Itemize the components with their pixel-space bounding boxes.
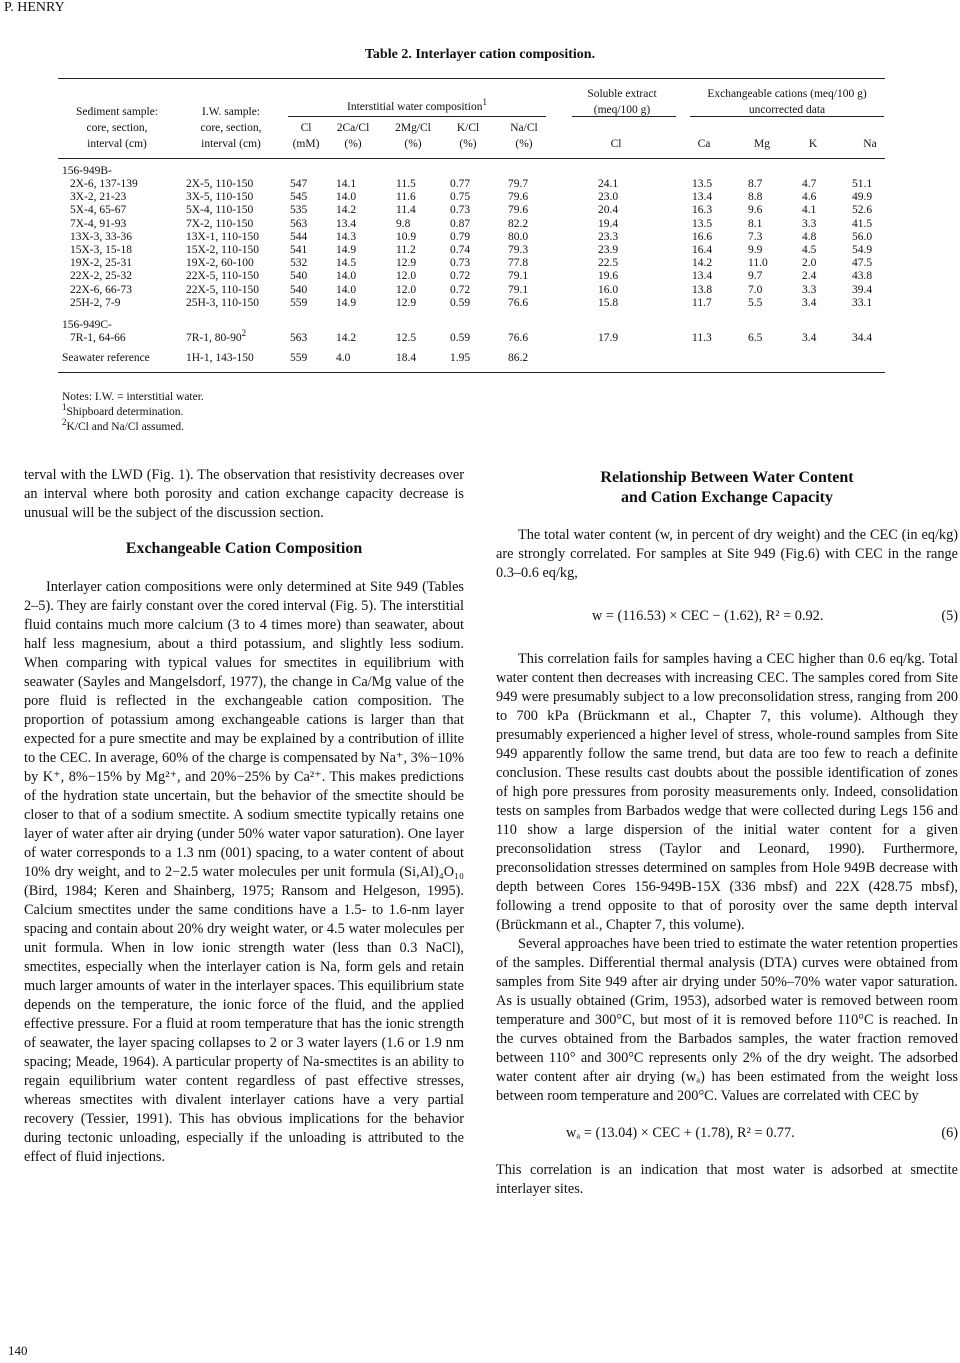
paragraph: terval with the LWD (Fig. 1). The observation that resistivity decreases over an interval where both porosity and cation exchange capacity decrease is unusual will be the subject of the discussion section. <box>24 467 464 521</box>
note-line: Notes: I.W. = interstitial water. <box>62 391 204 403</box>
exch-k-cell: 4.1 <box>802 204 817 217</box>
iw-cell: 7X-2, 110-150 <box>186 217 254 230</box>
exch-ca-cell: 13.4 <box>692 270 713 283</box>
paragraph: This correlation fails for samples having a CEC higher than 0.6 eq/kg. Total water content then decreases with increasing CEC. The samples cored from Site 949 were presumably subject to a low preconsolidation stress, ranging from 200 to 700 kPa (Brückmann et al., Chapter 7, this volume). Although they presumably experienced a higher level of stress, whole-round samples from Site 949 apparently follow the same trend, but data are too few to reach a definite conclusion. These results cast doubts about the possible identification of zones of high pore pressures from porosity measurements only. Indeed, consolidation tests on samples from Barbados wedge that were collected during Legs 156 and 110 show a large dispersion of the initial water content for a given preconsolidation stress (Taylor and Leonard, 1990). Furthermore, preconsolidation stresses determined on samples from Hole 949B decrease with depth between Cores 156-949B-15X (336 mbsf) and 22X (428.75 mbsf), following a trend opposite to that of porosity over the same depth interval (Brückmann et al., Chapter 7, this volume). <box>496 651 958 933</box>
na-cl-cell: 79.1 <box>508 283 529 296</box>
iw-cell: 19X-2, 60-100 <box>186 257 254 270</box>
na-cl-cell: 76.6 <box>508 296 529 309</box>
soluble-group-header: Soluble extract (meq/100 g) <box>587 88 657 116</box>
paragraph: Several approaches have been tried to estimate the water retention properties of the samples. Differential thermal analysis (DTA) curves were obtained from samples from Site 949 after air drying under 50%–70% water vapor saturation. As is usually obtained (Grim, 1953), adsorbed water is removed between room temperature and 300°C, but most of it is removed before 110°C is reached. In the curves obtained from the Barbados samples, the water fraction removed between 110° and 300°C represents only 2% of the dry weight. The adsorbed water content after air drying (wₐ) has been estimated from the weight loss between room temperature and 200°C. Values are correlated with CEC by <box>496 936 958 1104</box>
mg-cl-cell: 18.4 <box>396 352 417 364</box>
soluble-cl-cell: 15.8 <box>598 296 619 309</box>
sediment-cell: 3X-2, 21-23 <box>70 191 127 204</box>
cl-cell: 563 <box>290 217 308 230</box>
exch-ca-cell: 13.5 <box>692 217 713 230</box>
exch-mg-cell: 7.0 <box>748 283 763 296</box>
table-notes <box>62 390 204 435</box>
soluble-cl-cell: 19.6 <box>598 270 619 283</box>
iw-cell: 22X-5, 110-150 <box>186 283 260 296</box>
cl-cell: 532 <box>290 257 308 270</box>
exch-k-cell: 3.4 <box>802 332 817 344</box>
exch-ca-cell: 16.3 <box>692 204 713 217</box>
exch-k-cell: 2.0 <box>802 257 817 270</box>
iw-cell: 2X-5, 110-150 <box>186 178 254 190</box>
ca-cl-cell: 13.4 <box>336 217 357 230</box>
exch-k-cell: 4.8 <box>802 230 817 243</box>
ca-cl-cell: 14.2 <box>336 204 357 217</box>
k-cl-cell: 0.72 <box>450 270 471 283</box>
soluble-cl-cell: 16.0 <box>598 283 619 296</box>
soluble-cl-cell: 20.4 <box>598 204 619 217</box>
exch-mg-cell: 9.7 <box>748 270 763 283</box>
soluble-cl-cell: 19.4 <box>598 217 619 230</box>
sediment-cell: 25H-2, 7-9 <box>70 296 121 309</box>
exch-k-cell: 4.5 <box>802 244 817 256</box>
hole-label-949c: 156-949C- <box>62 319 112 331</box>
sediment-cell: Seawater reference <box>62 352 150 364</box>
page-number: 140 <box>8 1343 28 1358</box>
mg-cl-cell: 11.6 <box>396 191 416 204</box>
ca-cl-cell: 14.9 <box>336 296 357 309</box>
na-cl-cell: 76.6 <box>508 332 529 344</box>
na-cl-cell: 86.2 <box>508 352 529 364</box>
ca-cl-cell: 4.0 <box>336 352 351 364</box>
mg-cl-cell: 12.0 <box>396 283 417 296</box>
section-heading: Exchangeable Cation Composition <box>125 540 363 557</box>
table-header-rule <box>58 158 885 159</box>
iw-cell: 13X-1, 110-150 <box>186 230 260 243</box>
exch-na-cell: 43.8 <box>852 270 873 283</box>
cl-cell: 541 <box>290 244 308 256</box>
exch-mg-cell: 8.1 <box>748 217 763 230</box>
mg-cl-cell: 12.0 <box>396 270 417 283</box>
exch-na-cell: 33.1 <box>852 296 873 309</box>
exch-na-cell: 56.0 <box>852 230 873 243</box>
mg-cl-cell: 10.9 <box>396 230 417 243</box>
sediment-cell: 22X-6, 66-73 <box>70 283 132 296</box>
mg-cl-cell: 12.9 <box>396 296 417 309</box>
cl-header: Cl (mM) <box>292 122 320 150</box>
k-cl-cell: 0.74 <box>450 244 471 256</box>
note-line: $^1$Shipboard determination. <box>62 402 184 418</box>
table-top-rule <box>58 78 885 79</box>
iw-cell: 25H-3, 110-150 <box>186 296 260 309</box>
exch-group-header: Exchangeable cations (meq/100 g) uncorrected data <box>707 88 867 116</box>
exch-k-cell: 3.3 <box>802 217 817 230</box>
paragraph: Interlayer cation compositions were only determined at Site 949 (Tables 2–5). They are fairly constant over the cored interval (Fig. 5). The interstitial fluid contains much more calcium (3 to 4 times more) than seawater, about half less magnesium, about a third potassium, and slightly less sodium. When comparing with typical values for smectites in equilibrium with seawater (Sayles and Mangelsdorf, 1977), the change in Ca/Mg value of the pore fluid is reflected in the exchangeable cation composition. The proportion of potassium among exchangeable cations is larger than that expected for a pure smectite and may be explained by a contribution of illite to the CEC. In average, 60% of the charge is compensated by Na⁺, 3%−10% by K⁺, 8%−15% by Mg²⁺, and 20%−25% by Ca²⁺. This makes predictions of the hydration state uncertain, but the behavior of the smectite should be closer to that of a sodium smectite. A sodium smectite typically retains one layer of water after air drying (under 50% water vapor saturation). One layer of water corresponds to a 1.3 nm (001) spacing, to a water content of about 10% dry weight, and to 2−2.5 water molecules per unit formula (Si,Al)₄O₁₀ (Bird, 1984; Keren and Shainberg, 1975; Ransom and Helgeson, 1995). Calcium smectites under the same conditions have a 1.5- to 1.6-nm layer spacing and contain about 20% dry weight water, or 4.5 water molecules per unit formula. When in low ionic strength water (less than 0.3 NaCl), smectites, especially when the interlayer cation is Na, form gels and retain much larger amounts of water in the interlayer spaces. This equilibrium state depends on the temperature, the ionic force of the fluid, and the applied effective pressure. For a fluid at room temperature that has the ionic strength of seawater, the layer spacing collapses to 2 or 3 water layers (1.6 or 1.9 nm spacing; Meade, 1964). A particular property of Na-smectites is an ability to regain equilibrium water content regardless of past effective stresses, whereas smectites with divalent interlayer cations have a very partial recovery (Tessier, 1991). This has obvious implications for the behavior during tectonic unloading, especially if the unloading is attributed to the effect of fluid injections. <box>24 579 464 1165</box>
soluble-cl-cell: 23.0 <box>598 191 619 204</box>
mg-cl-cell: 12.5 <box>396 332 417 344</box>
exch-na-cell: 52.6 <box>852 204 873 217</box>
exch-mg-cell: 9.9 <box>748 244 763 256</box>
section-heading: Relationship Between Water Content and Cation Exchange Capacity <box>600 469 854 506</box>
k-cl-cell: 0.59 <box>450 296 471 309</box>
exch-ca-cell: 11.7 <box>692 296 712 309</box>
ca-cl-cell: 14.0 <box>336 191 357 204</box>
ca-cl-cell: 14.2 <box>336 332 357 344</box>
paragraph: This correlation is an indication that most water is adsorbed at smectite interlayer sites. <box>496 1162 958 1197</box>
ca-cl-cell: 14.0 <box>336 283 357 296</box>
k-cl-cell: 0.87 <box>450 217 471 230</box>
ca-cl-cell: 14.9 <box>336 244 357 256</box>
na-cl-header: Na/Cl (%) <box>510 122 538 150</box>
k-cl-cell: 0.75 <box>450 191 471 204</box>
sediment-cell: 15X-3, 15-18 <box>70 244 132 256</box>
iw-cell: 22X-5, 110-150 <box>186 270 260 283</box>
exch-ca-cell: 11.3 <box>692 332 712 344</box>
soluble-cl-cell: 24.1 <box>598 178 619 190</box>
sediment-cell: 7R-1, 64-66 <box>70 332 126 344</box>
k-cl-cell: 1.95 <box>450 352 471 364</box>
interstitial-rule <box>288 116 546 117</box>
na-cl-cell: 82.2 <box>508 217 529 230</box>
sediment-cell: 2X-6, 137-139 <box>70 178 138 190</box>
iw-cell: 3X-5, 110-150 <box>186 191 254 204</box>
soluble-cl-cell: 22.5 <box>598 257 619 270</box>
exch-mg-cell: 8.7 <box>748 178 763 190</box>
table-bottom-rule <box>58 372 885 373</box>
paragraph: The total water content (w, in percent of dry weight) and the CEC (in eq/kg) are strongly correlated. For samples at Site 949 (Fig.6) with CEC in the range 0.3–0.6 eq/kg, <box>496 527 958 581</box>
exch-na-cell: 49.9 <box>852 191 873 204</box>
k-cl-cell: 0.79 <box>450 230 471 243</box>
exch-mg-cell: 7.3 <box>748 230 763 243</box>
exch-na-cell: 39.4 <box>852 283 873 296</box>
exch-mg-cell: 6.5 <box>748 332 763 344</box>
cl-cell: 547 <box>290 178 308 190</box>
cl-cell: 563 <box>290 332 308 344</box>
exch-ca-cell: 16.6 <box>692 230 713 243</box>
note-line: $^2$K/Cl and Na/Cl assumed. <box>62 417 185 433</box>
exch-k-cell: 2.4 <box>802 270 817 283</box>
mg-cl-cell: 9.8 <box>396 217 411 230</box>
exch-ca-cell: 13.8 <box>692 283 713 296</box>
ca-cl-cell: 14.5 <box>336 257 357 270</box>
mg-cl-cell: 12.9 <box>396 257 417 270</box>
exch-na-cell: 41.5 <box>852 217 873 230</box>
exch-k-cell: 3.4 <box>802 296 817 309</box>
na-cl-cell: 79.3 <box>508 244 529 256</box>
cl-cell: 535 <box>290 204 308 217</box>
cl-cell: 545 <box>290 191 308 204</box>
exch-mg-cell: 8.8 <box>748 191 763 204</box>
soluble-rule <box>572 116 676 117</box>
exch-ca-cell: 14.2 <box>692 257 713 270</box>
cl-cell: 559 <box>290 352 308 364</box>
ca-cl-cell: 14.1 <box>336 178 357 190</box>
k-cl-cell: 0.59 <box>450 332 471 344</box>
exch-k-cell: 4.6 <box>802 191 817 204</box>
sediment-cell: 13X-3, 33-36 <box>70 230 132 243</box>
exch-ca-cell: 13.5 <box>692 178 713 190</box>
k-cl-cell: 0.77 <box>450 178 471 190</box>
na-cl-cell: 79.6 <box>508 191 529 204</box>
exch-k-cell: 3.3 <box>802 283 817 296</box>
left-column <box>24 466 464 1167</box>
mg-cl-header: 2Mg/Cl (%) <box>395 122 431 150</box>
exch-na-cell: 54.9 <box>852 244 873 256</box>
cl-cell: 559 <box>290 296 308 309</box>
iw-cell: 7R-1, $80-90^2$ <box>186 328 247 344</box>
k-cl-cell: 0.72 <box>450 283 471 296</box>
sediment-cell: 22X-2, 25-32 <box>70 270 132 283</box>
equation-5: w = (116.53) × CEC − (1.62), R² = 0.92. (5) <box>592 608 958 624</box>
na-cl-cell: 79.1 <box>508 270 529 283</box>
right-column <box>496 466 958 1199</box>
mg-cl-cell: 11.2 <box>396 244 416 256</box>
ca-cl-cell: 14.3 <box>336 230 357 243</box>
mg-cl-cell: 11.5 <box>396 178 416 190</box>
na-cl-cell: 79.6 <box>508 204 529 217</box>
cl-cell: 540 <box>290 283 308 296</box>
exch-rule <box>690 116 884 117</box>
exch-k-cell: 4.7 <box>802 178 817 190</box>
cl-cell: 544 <box>290 230 308 243</box>
iw-header: I.W. sample: core, section, interval (cm) <box>200 106 262 150</box>
soluble-cl-cell: 17.9 <box>598 332 619 344</box>
running-head: P. HENRY <box>4 0 65 15</box>
na-cl-cell: 80.0 <box>508 230 529 243</box>
cl-cell: 540 <box>290 270 308 283</box>
exch-mg-cell: 5.5 <box>748 296 763 309</box>
ca-cl-header: 2Ca/Cl (%) <box>336 122 370 150</box>
exch-ca-cell: 13.4 <box>692 191 713 204</box>
hole-label-949b: 156-949B- <box>62 165 112 177</box>
exch-mg-cell: 11.0 <box>748 257 768 270</box>
sediment-cell: 19X-2, 25-31 <box>70 257 132 270</box>
sediment-cell: 5X-4, 65-67 <box>70 204 127 217</box>
exch-na-cell: 34.4 <box>852 332 873 344</box>
k-cl-cell: 0.73 <box>450 204 471 217</box>
equation-6: wₐ = (13.04) × CEC + (1.78), R² = 0.77. (6) <box>566 1125 958 1141</box>
interstitial-group-header: Interstitial water composition$^1$ <box>347 97 487 113</box>
table-title: Table 2. Interlayer cation composition. <box>364 47 596 62</box>
exch-ca-cell: 16.4 <box>692 244 713 256</box>
k-cl-cell: 0.73 <box>450 257 471 270</box>
na-cl-cell: 79.7 <box>508 178 529 190</box>
k-cl-header: K/Cl (%) <box>456 122 480 150</box>
sediment-cell: 7X-4, 91-93 <box>70 217 127 230</box>
mg-cl-cell: 11.4 <box>396 204 416 217</box>
iw-cell: 5X-4, 110-150 <box>186 204 254 217</box>
exch-na-header: Na <box>863 138 877 150</box>
exch-na-cell: 47.5 <box>852 257 873 270</box>
exch-mg-cell: 9.6 <box>748 204 763 217</box>
iw-cell: 15X-2, 110-150 <box>186 244 260 256</box>
iw-cell: 1H-1, 143-150 <box>186 352 254 364</box>
soluble-cl-cell: 23.3 <box>598 230 619 243</box>
soluble-cl-header: Cl <box>610 138 622 150</box>
soluble-cl-cell: 23.9 <box>598 244 619 256</box>
exch-mg-header: Mg <box>754 138 770 150</box>
ca-cl-cell: 14.0 <box>336 270 357 283</box>
exch-ca-header: Ca <box>697 138 711 150</box>
na-cl-cell: 77.8 <box>508 257 529 270</box>
sediment-header: Sediment sample: core, section, interval (cm) <box>75 106 159 150</box>
exch-na-cell: 51.1 <box>852 178 873 190</box>
exch-k-header: K <box>808 138 818 150</box>
